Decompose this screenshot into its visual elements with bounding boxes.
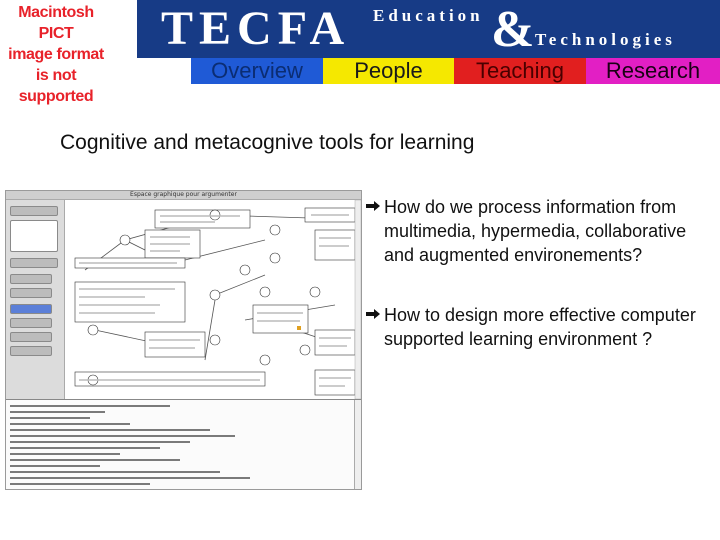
bullet-text: How to design more effective computer supported learning environment ? — [384, 305, 696, 349]
nav-research[interactable]: Research — [586, 58, 720, 84]
nav-people[interactable]: People — [323, 58, 454, 84]
logo-ampersand: & — [491, 1, 535, 58]
bullet-item — [366, 303, 716, 351]
logo-technologies-text: Technologies — [535, 30, 676, 49]
logo-tecfa: TECFA — [161, 2, 351, 55]
log-scrollbar — [354, 400, 361, 490]
bullet-text: How do we process information from multimedia, hypermedia, collaborative and augmented environements? — [384, 197, 687, 265]
sidebar-button — [10, 318, 52, 328]
nav-teaching[interactable]: Teaching — [454, 58, 586, 84]
sidebar-button — [10, 274, 52, 284]
header-banner — [137, 0, 720, 58]
sidebar-button — [10, 332, 52, 342]
argument-graph-canvas — [65, 200, 361, 399]
arrow-bullet-icon — [366, 309, 380, 319]
sidebar-button — [10, 258, 58, 268]
bullet-item — [366, 195, 716, 267]
nav-overview[interactable]: Overview — [191, 58, 323, 84]
canvas-scrollbar — [355, 200, 361, 399]
window-title: Espace graphique pour argumenter — [6, 191, 361, 200]
chat-log-panel — [6, 399, 361, 490]
placeholder-line-3: is not supported — [18, 67, 94, 105]
sidebar-field — [10, 206, 58, 216]
page-title: Cognitive and metacognive tools for learning — [60, 131, 475, 154]
sidebar-button-selected — [10, 304, 52, 314]
sidebar-button — [10, 288, 52, 298]
sidebar-button — [10, 346, 52, 356]
app-sidebar — [6, 200, 65, 399]
unsupported-image-placeholder — [0, 0, 112, 105]
app-screenshot — [5, 190, 362, 490]
logo-education-text: Education — [373, 6, 484, 25]
placeholder-line-2: image format — [8, 46, 104, 63]
node-marker — [297, 326, 301, 330]
bullet-list — [366, 195, 716, 351]
placeholder-line-1: Macintosh PICT — [18, 4, 94, 42]
sidebar-list — [10, 220, 58, 252]
argument-graph — [65, 200, 361, 399]
arrow-bullet-icon — [366, 201, 380, 211]
